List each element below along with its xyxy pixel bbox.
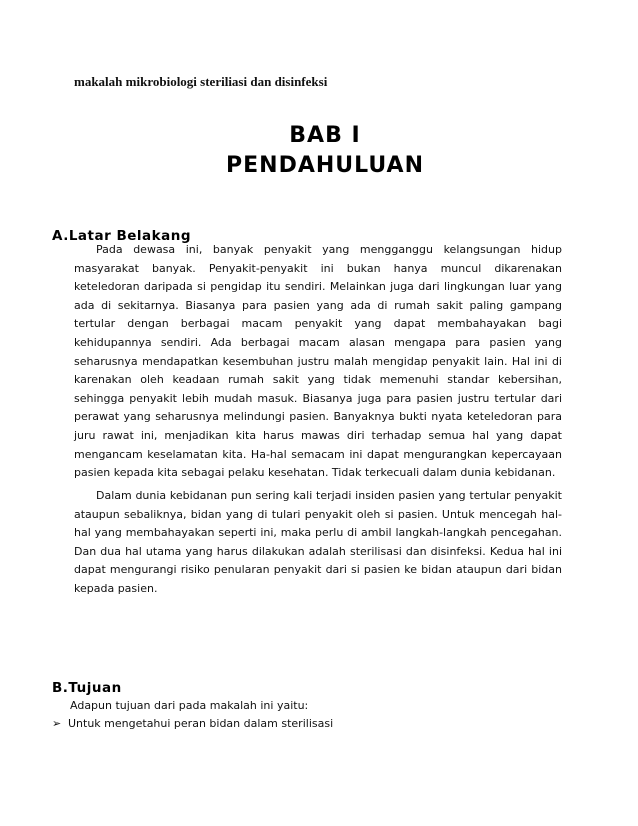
section-a-paragraph-1: Pada dewasa ini, banyak penyakit yang mengganggu kelangsungan hidup masyarakat banyak. Penyakit-penyakit ini bukan hanya muncul dikarenakan keteledoran daripada si pengidap itu sendiri. Melainkan juga dari lingkungan luar yang ada di sekitarnya. Biasanya para pasien yang ada di rumah sakit paling gampang tertular dengan berbagai macam penyakit yang dapat membahayakan bagi kehidupannya sendiri. Ada berbagai macam alasan mengapa para pasien yang seharusnya mendapatkan kesembuhan justru malah mengidap penyakit lain. Hal ini di karenakan oleh keadaan rumah sakit yang tidak memenuhi standar kebersihan, sehingga penyakit lebih mudah masuk. Biasanya juga para pasien justru tertular dari perawat yang seharusnya melindungi pasien. Banyaknya bukti nyata keteledoran para juru rawat ini, menjadikan kita harus mawas diri terhadap semua hal yang dapat mengancam keselamatan kita. Ha-hal semacam ini dapat mengurangkan kepercayaan pasien kepada kita sebagai pelaku kesehatan. Tidak terkecuali dalam dunia kebidanan. [74, 243, 562, 480]
chapter-subtitle: PENDAHULUAN [226, 153, 424, 178]
section-b-intro: Adapun tujuan dari pada makalah ini yaitu: [70, 699, 309, 712]
section-a-heading: A.Latar Belakang [52, 228, 192, 244]
section-b-heading: B.Tujuan [52, 680, 122, 696]
chapter-title: BAB I [289, 123, 361, 148]
document-header: makalah mikrobiologi steriliasi dan disinfeksi [74, 74, 328, 89]
list-item [52, 717, 333, 730]
arrow-bullet-icon: ➢ [52, 717, 62, 730]
list-item-text: Untuk mengetahui peran bidan dalam sterilisasi [68, 717, 334, 730]
section-a-paragraph-2: Dalam dunia kebidanan pun sering kali terjadi insiden pasien yang tertular penyakit ataupun sebaliknya, bidan yang di tulari penyakit oleh si pasien. Untuk mencegah hal-hal yang membahayakan seperti ini, maka perlu di ambil langkah-langkah pencegahan. Dan dua hal utama yang harus dilakukan adalah sterilisasi dan disinfeksi. Kedua hal ini dapat mengurangi risiko penularan penyakit dari si pasien ke bidan ataupun dari bidan kepada pasien. [74, 489, 562, 595]
